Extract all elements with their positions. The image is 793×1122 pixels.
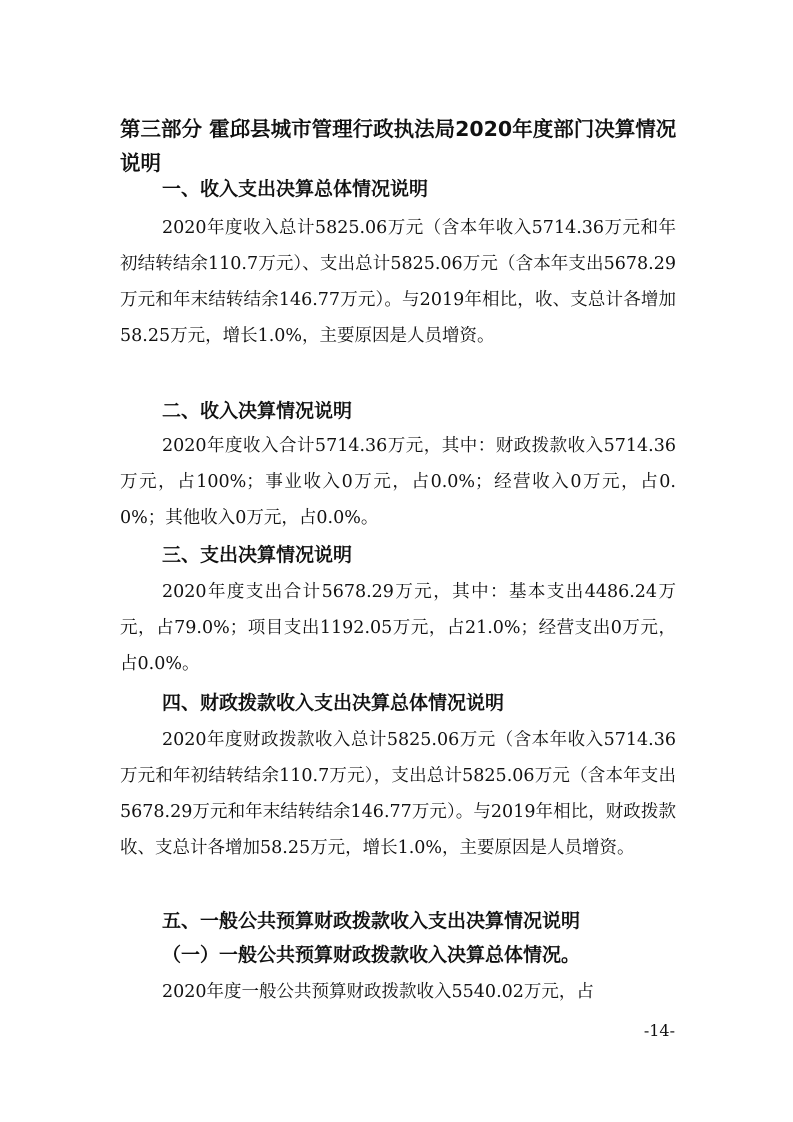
section-heading-5: 五、一般公共预算财政拨款收入支出决算情况说明 <box>162 910 581 932</box>
section-heading-3: 三、支出决算情况说明 <box>162 544 353 566</box>
section-heading-4: 四、财政拨款收入支出决算总体情况说明 <box>162 692 505 714</box>
subsection-heading-5-1: （一）一般公共预算财政拨款收入决算总体情况。 <box>162 944 581 966</box>
subsection-paragraph-5-1: 2020年度一般公共预算财政拨款收入5540.02万元，占 <box>162 982 594 1002</box>
section-paragraph-3: 2020年度支出合计5678.29万元，其中：基本支出4486.24万元，占79.0%；项目支出1192.05万元，占21.0%；经营支出0万元，占0.0%。 <box>120 582 676 674</box>
section-paragraph-2: 2020年度收入合计5714.36万元，其中：财政拨款收入5714.36万元，占100%；事业收入0万元，占0.0%；经营收入0万元，占0.0%；其他收入0万元，占0.0%。 <box>120 436 676 528</box>
section-heading-1: 一、收入支出决算总体情况说明 <box>162 178 429 200</box>
section-heading-2: 二、收入决算情况说明 <box>162 400 353 422</box>
page-number: -14- <box>643 1021 675 1040</box>
section-paragraph-1: 2020年度收入总计5825.06万元（含本年收入5714.36万元和年初结转结余110.7万元）、支出总计5825.06万元（含本年支出5678.29万元和年末结转结余146.77万元）。与2019年相比，收、支总计各增加58.25万元，增长1.0%，主要原因是人员增资。 <box>120 218 676 346</box>
section-paragraph-4: 2020年度财政拨款收入总计5825.06万元（含本年收入5714.36万元和年初结转结余110.7万元），支出总计5825.06万元（含本年支出5678.29万元和年末结转结余146.77万元）。与2019年相比，财政拨款收、支总计各增加58.25万元，增长1.0%，主要原因是人员增资。 <box>120 730 676 858</box>
page-title: 第三部分 霍邱县城市管理行政执法局2020年度部门决算情况说明 <box>120 117 677 175</box>
